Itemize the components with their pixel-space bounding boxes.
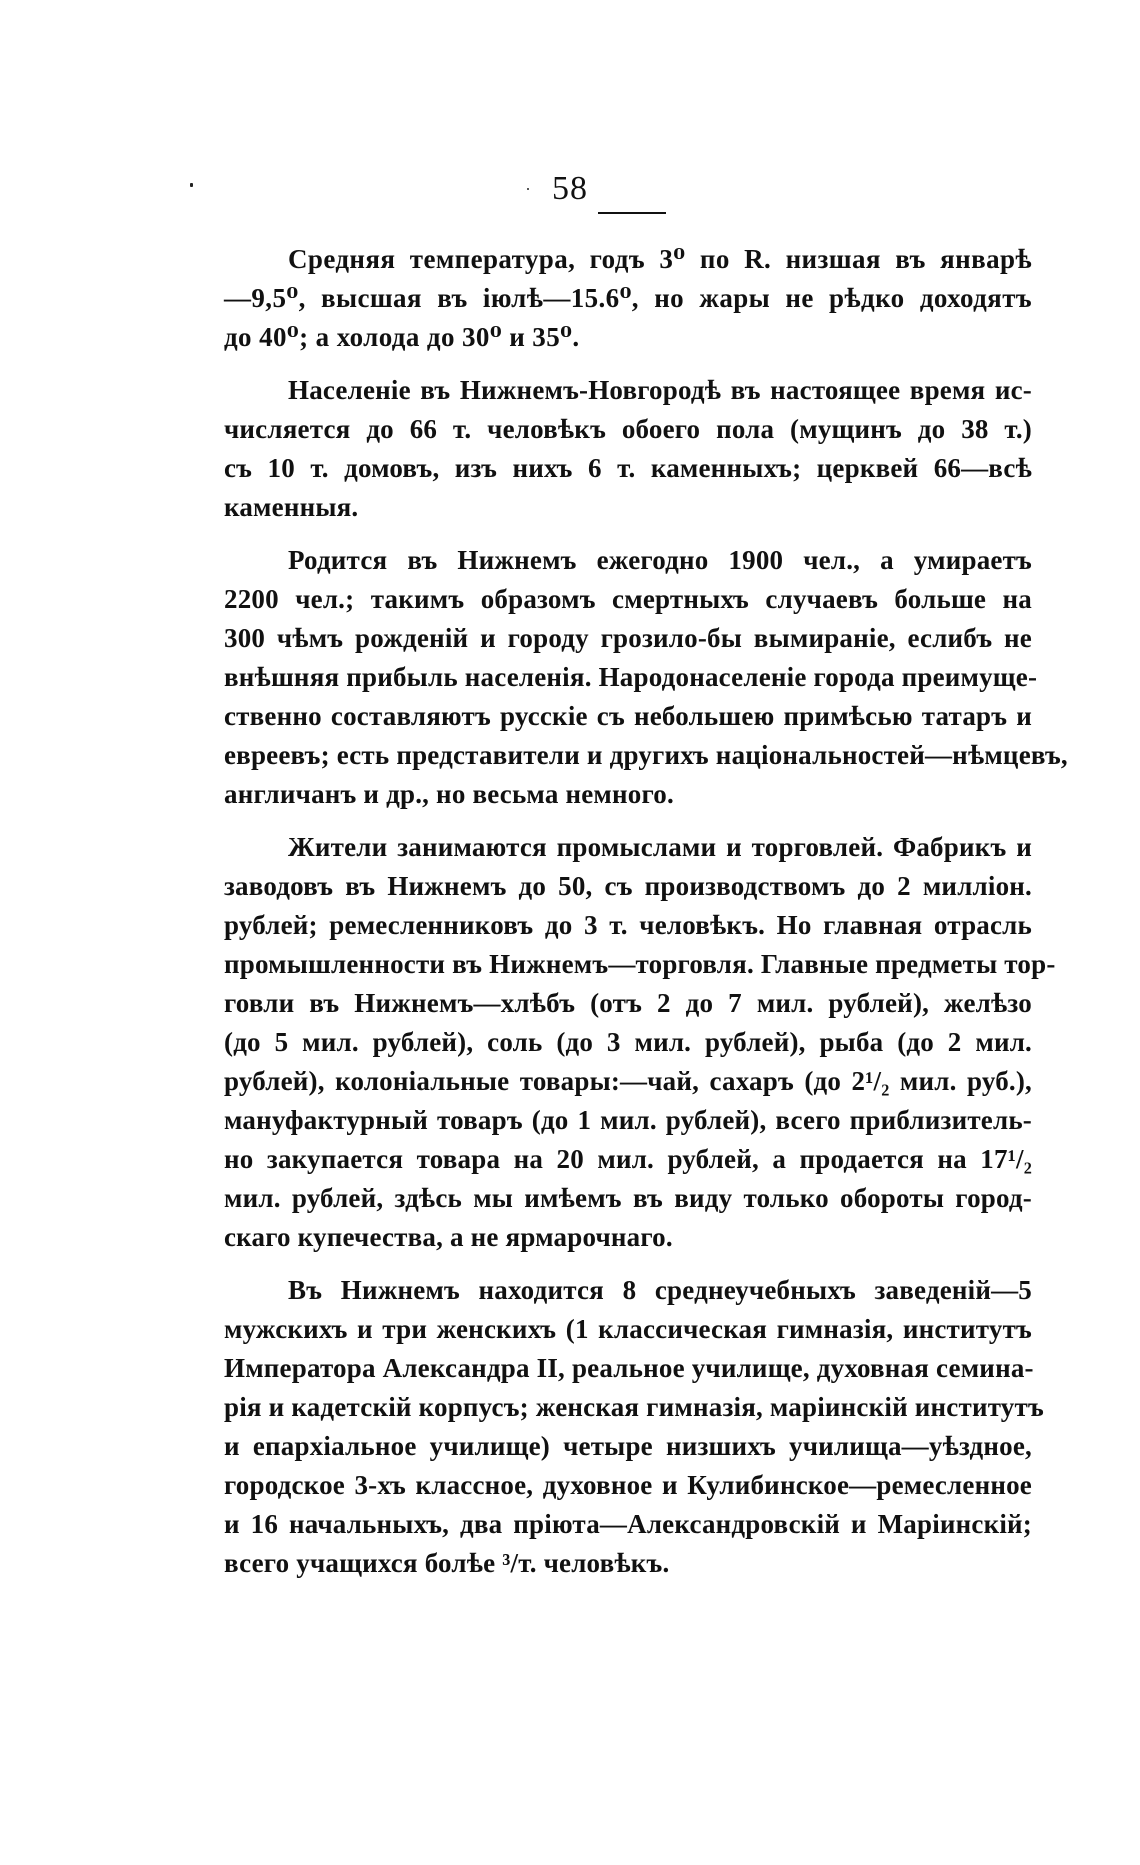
text-line: Населеніе въ Нижнемъ-Новгородѣ въ настоящее время ис- bbox=[288, 375, 1032, 405]
text-line: Жители занимаются промыслами и торговлей. Фабрикъ и bbox=[288, 832, 1032, 862]
page-number: 58 bbox=[552, 170, 588, 207]
text-line: рублей), колоніальные товары:—чай, сахаръ (до 2¹/₂ мил. руб.), bbox=[224, 1066, 1032, 1096]
text-line: и епархіальное училище) четыре низшихъ училища—уѣздное, bbox=[224, 1431, 1032, 1461]
text-line: съ 10 т. домовъ, изъ нихъ 6 т. каменныхъ; церквей 66—всѣ bbox=[224, 453, 1032, 483]
text-line: Средняя температура, годъ 3⁰ по R. низшая въ январѣ bbox=[288, 244, 1032, 274]
text-line: внѣшняя прибыль населенія. Народонаселеніе города преимуще- bbox=[224, 662, 1038, 692]
text-line: Въ Нижнемъ находится 8 среднеучебныхъ заведеній—5 bbox=[288, 1275, 1032, 1305]
text-line: рія и кадетскій корпусъ; женская гимназія, маріинскій институтъ bbox=[224, 1392, 1044, 1422]
text-line: (до 5 мил. рублей), соль (до 3 мил. рублей), рыба (до 2 мил. bbox=[224, 1027, 1032, 1057]
text-line: мил. рублей, здѣсь мы имѣемъ въ виду только обороты город- bbox=[224, 1183, 1032, 1213]
text-line: но закупается товара на 20 мил. рублей, а продается на 17¹/₂ bbox=[224, 1144, 1032, 1174]
paragraph-education bbox=[224, 1271, 1044, 1583]
text-line: Императора Александра II, реальное училище, духовная семина- bbox=[224, 1353, 1034, 1383]
paragraph-population bbox=[224, 371, 1032, 527]
paragraph-trade bbox=[224, 828, 1056, 1257]
text-line: заводовъ въ Нижнемъ до 50, съ производствомъ до 2 милліон. bbox=[224, 871, 1032, 901]
text-line: евреевъ; есть представители и другихъ національностей—нѣмцевъ, bbox=[224, 740, 1068, 770]
body-text bbox=[224, 240, 1068, 1597]
text-line: англичанъ и др., но весьма немного. bbox=[224, 779, 674, 809]
text-line: мужскихъ и три женскихъ (1 классическая гимназія, институтъ bbox=[224, 1314, 1032, 1344]
text-line: ственно составляютъ русскіе съ небольшею примѣсью татаръ и bbox=[224, 701, 1032, 731]
text-line: до 40⁰; а холода до 30⁰ и 35⁰. bbox=[224, 322, 580, 352]
text-line: говли въ Нижнемъ—хлѣбъ (отъ 2 до 7 мил. рублей), желѣзо bbox=[224, 988, 1032, 1018]
text-line: 300 чѣмъ рожденій и городу грозило-бы вымираніе, еслибъ не bbox=[224, 623, 1032, 653]
text-line: городское 3-хъ классное, духовное и Кулибинское—ремесленное bbox=[224, 1470, 1032, 1500]
text-line: 2200 чел.; такимъ образомъ смертныхъ случаевъ больше на bbox=[224, 584, 1032, 614]
text-line: Родится въ Нижнемъ ежегодно 1900 чел., а умираетъ bbox=[288, 545, 1032, 575]
page-number-rule bbox=[598, 212, 666, 214]
text-line: каменныя. bbox=[224, 492, 359, 522]
paragraph-births-deaths bbox=[224, 541, 1068, 814]
text-line: скаго купечества, а не ярмарочнаго. bbox=[224, 1222, 673, 1252]
paragraph-temperature bbox=[224, 240, 1032, 357]
text-line: промышленности въ Нижнемъ—торговля. Главные предметы тор- bbox=[224, 949, 1056, 979]
text-line: рублей; ремесленниковъ до 3 т. человѣкъ. Но главная отрасль bbox=[224, 910, 1032, 940]
text-line: —9,5⁰, высшая въ іюлѣ—15.6⁰, но жары не рѣдко доходятъ bbox=[224, 283, 1032, 313]
text-line: числяется до 66 т. человѣкъ обоего пола (мущинъ до 38 т.) bbox=[224, 414, 1032, 444]
text-line: и 16 начальныхъ, два пріюта—Александровскій и Маріинскій; bbox=[224, 1509, 1032, 1539]
text-line: мануфактурный товаръ (до 1 мил. рублей), всего приблизитель- bbox=[224, 1105, 1032, 1135]
text-line: всего учащихся болѣе ³/т. человѣкъ. bbox=[224, 1548, 670, 1578]
